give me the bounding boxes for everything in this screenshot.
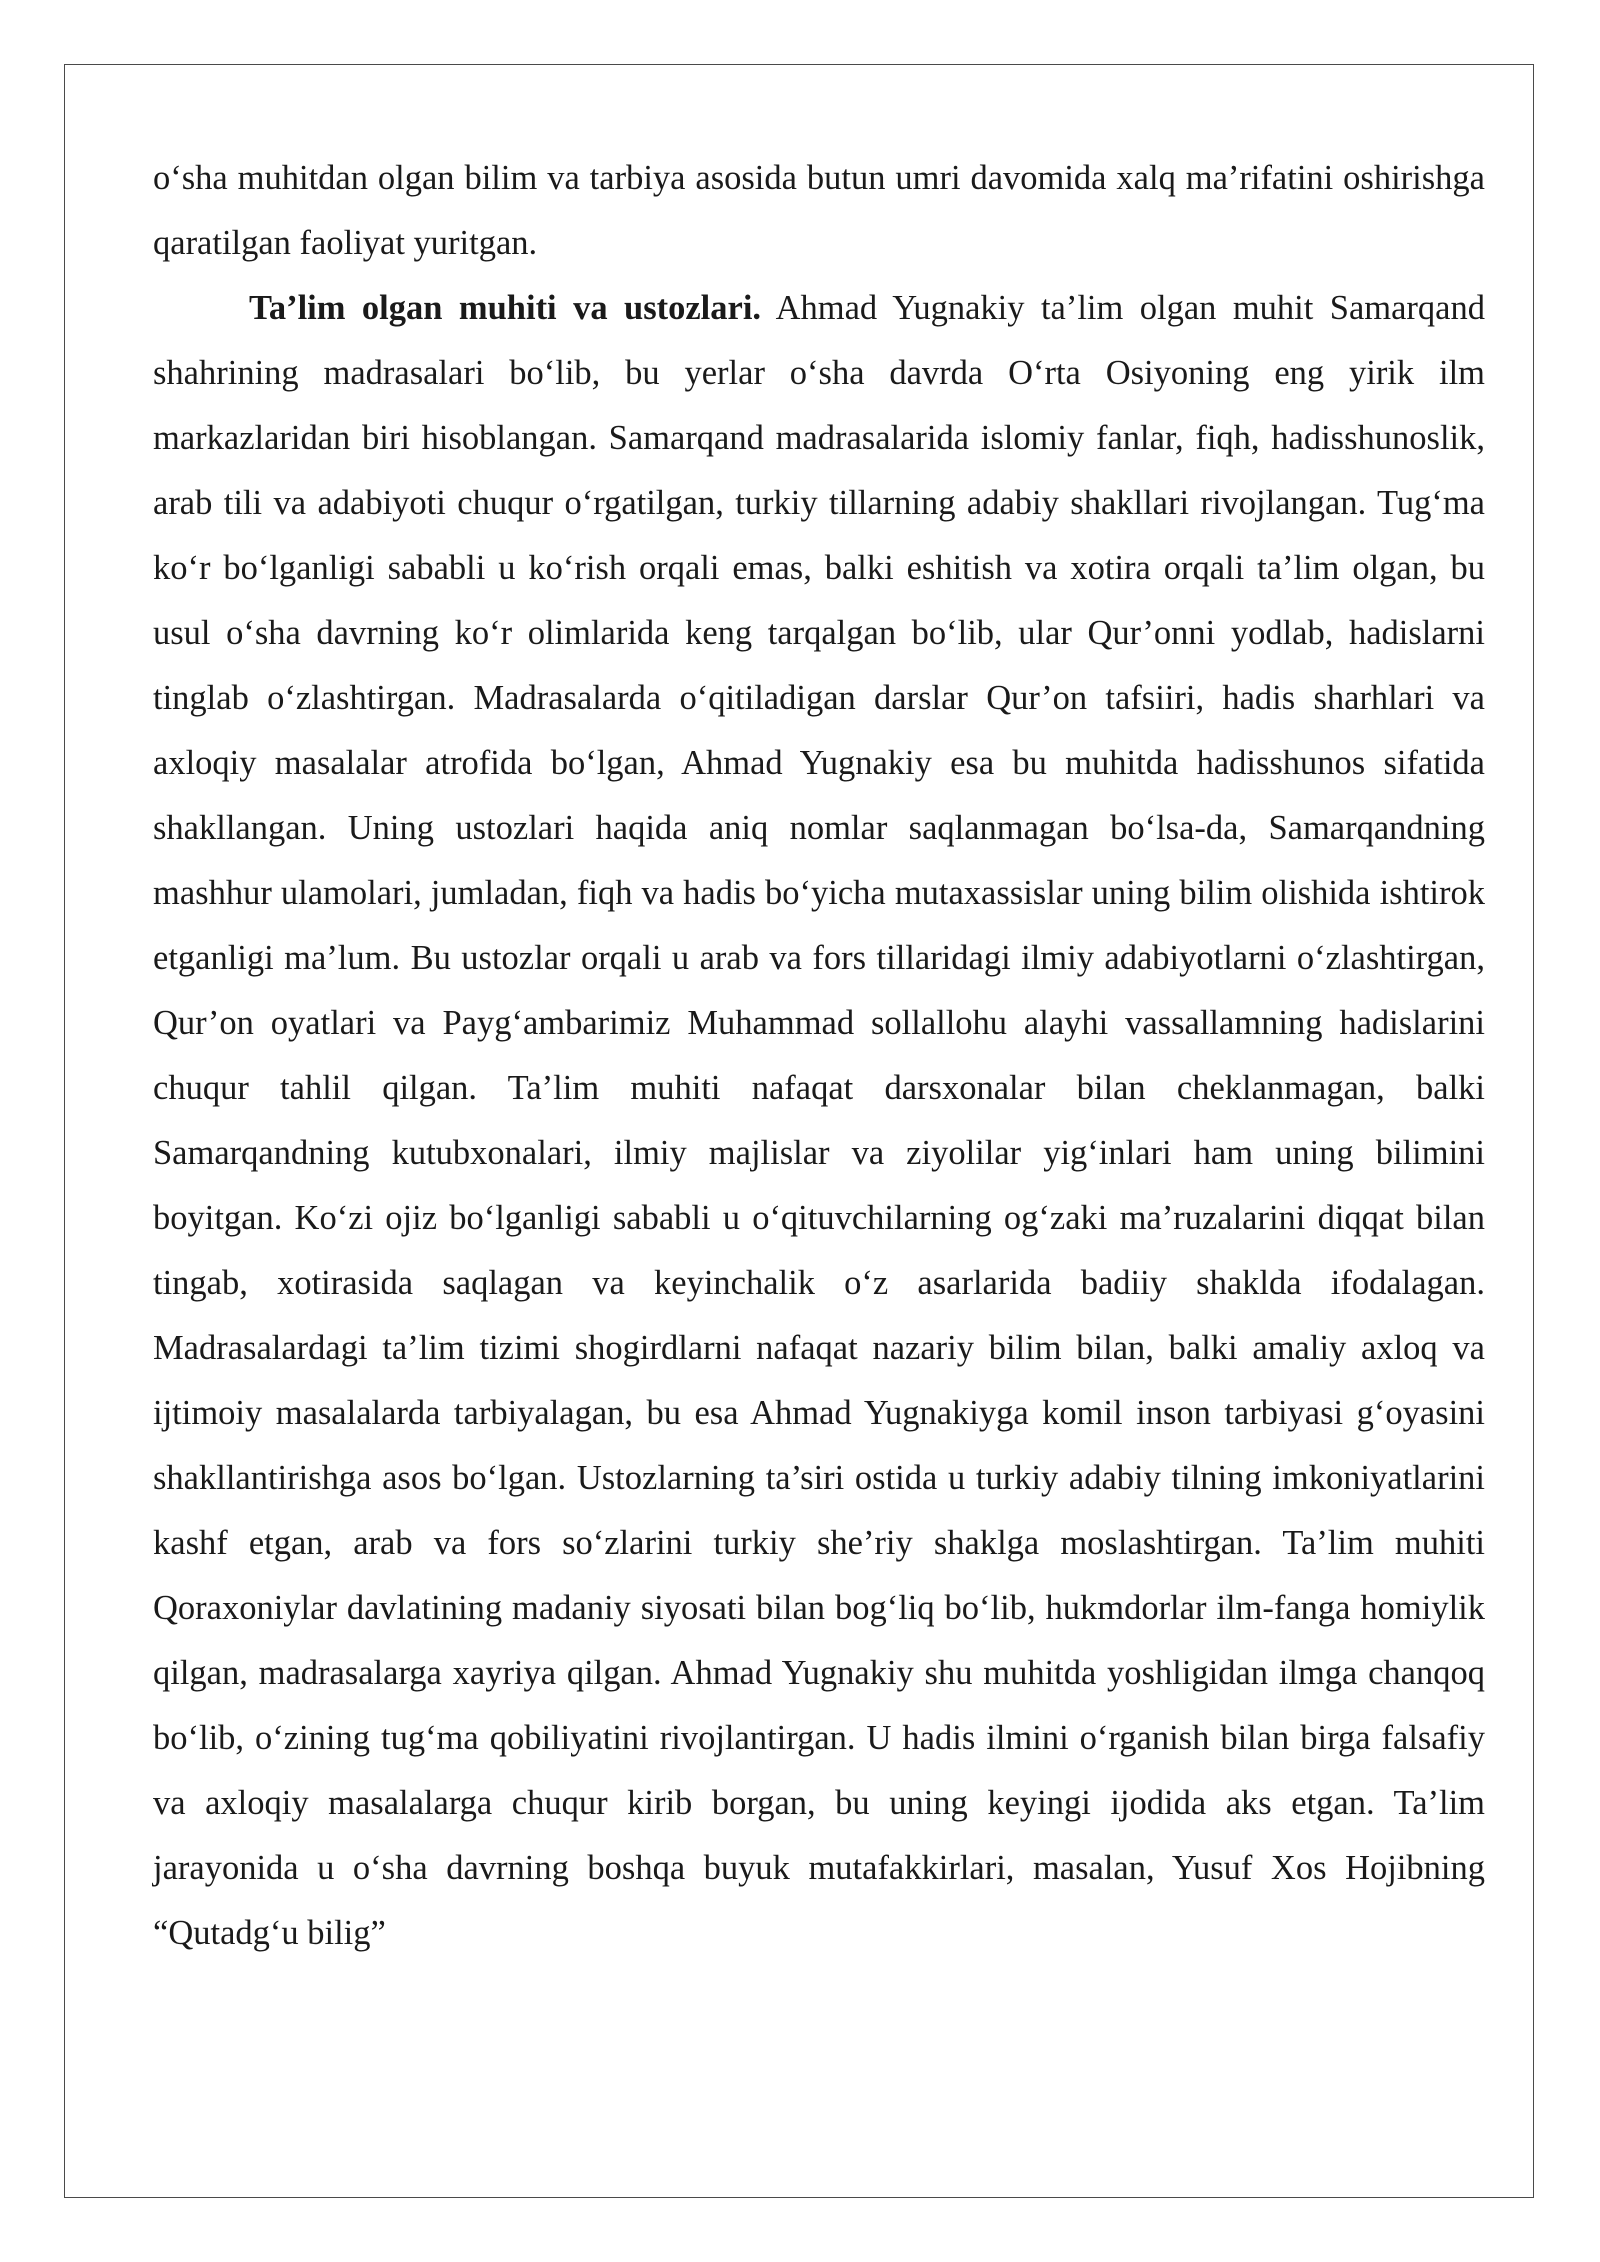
- document-body: [153, 146, 1485, 1966]
- paragraph-text: o‘sha muhitdan olgan bilim va tarbiya asosida butun umri davomida xalq ma’rifatini oshirishga qaratilgan faoliyat yuritgan.: [153, 159, 1485, 262]
- paragraph-text: Ahmad Yugnakiy ta’lim olgan muhit Samarqand shahrining madrasalari bo‘lib, bu yerlar o‘sha davrda O‘rta Osiyoning eng yirik ilm markazlaridan biri hisoblangan. Samarqand madrasalarida islomiy fanlar, fiqh, hadisshunoslik, arab tili va adabiyoti chuqur o‘rgatilgan, turkiy tillarning adabiy shakllari rivojlangan. Tug‘ma ko‘r bo‘lganligi sababli u ko‘rish orqali emas, balki eshitish va xotira orqali ta’lim olgan, bu usul o‘sha davrning ko‘r olimlarida keng tarqalgan bo‘lib, ular Qur’onni yodlab, hadislarni tinglab o‘zlashtirgan. Madrasalarda o‘qitiladigan darslar Qur’on tafsiiri, hadis sharhlari va axloqiy masalalar atrofida bo‘lgan, Ahmad Yugnakiy esa bu muhitda hadisshunos sifatida shakllangan. Uning ustozlari haqida aniq nomlar saqlanmagan bo‘lsa-da, Samarqandning mashhur ulamolari, jumladan, fiqh va hadis bo‘yicha mutaxassislar uning bilim olishida ishtirok etganligi ma’lum. Bu ustozlar orqali u arab va fors tillaridagi ilmiy adabiyotlarni o‘zlashtirgan, Qur’on oyatlari va Payg‘ambarimiz Muhammad sollallohu alayhi vassallamning hadislarini chuqur tahlil qilgan. Ta’lim muhiti nafaqat darsxonalar bilan cheklanmagan, balki Samarqandning kutubxonalari, ilmiy majlislar va ziyolilar yig‘inlari ham uning bilimini boyitgan. Ko‘zi ojiz bo‘lganligi sababli u o‘qituvchilarning og‘zaki ma’ruzalarini diqqat bilan tingab, xotirasida saqlagan va keyinchalik o‘z asarlarida badiiy shaklda ifodalagan. Madrasalardagi ta’lim tizimi shogirdlarni nafaqat nazariy bilim bilan, balki amaliy axloq va ijtimoiy masalalarda tarbiyalagan, bu esa Ahmad Yugnakiyga komil inson tarbiyasi g‘oyasini shakllantirishga asos bo‘lgan. Ustozlarning ta’siri ostida u turkiy adabiy tilning imkoniyatlarini kashf etgan, arab va fors so‘zlarini turkiy she’riy shaklga moslashtirgan. Ta’lim muhiti Qoraxoniylar davlatining madaniy siyosati bilan bog‘liq bo‘lib, hukmdorlar ilm-fanga homiylik qilgan, madrasalarga xayriya qilgan. Ahmad Yugnakiy shu muhitda yoshligidan ilmga chanqoq bo‘lib, o‘zining tug‘ma qobiliyatini rivojlantirgan. U hadis ilmini o‘rganish bilan birga falsafiy va axloqiy masalalarga chuqur kirib borgan, bu uning keyingi ijodida aks etgan. Ta’lim jarayonida u o‘sha davrning boshqa buyuk mutafakkirlari, masalan, Yusuf Xos Hojibning “Qutadg‘u bilig”: [153, 289, 1485, 1952]
- paragraph-talim-muhiti: [153, 276, 1485, 1966]
- section-heading: Ta’lim olgan muhiti va ustozlari.: [249, 289, 762, 327]
- paragraph-continuation: [153, 146, 1485, 276]
